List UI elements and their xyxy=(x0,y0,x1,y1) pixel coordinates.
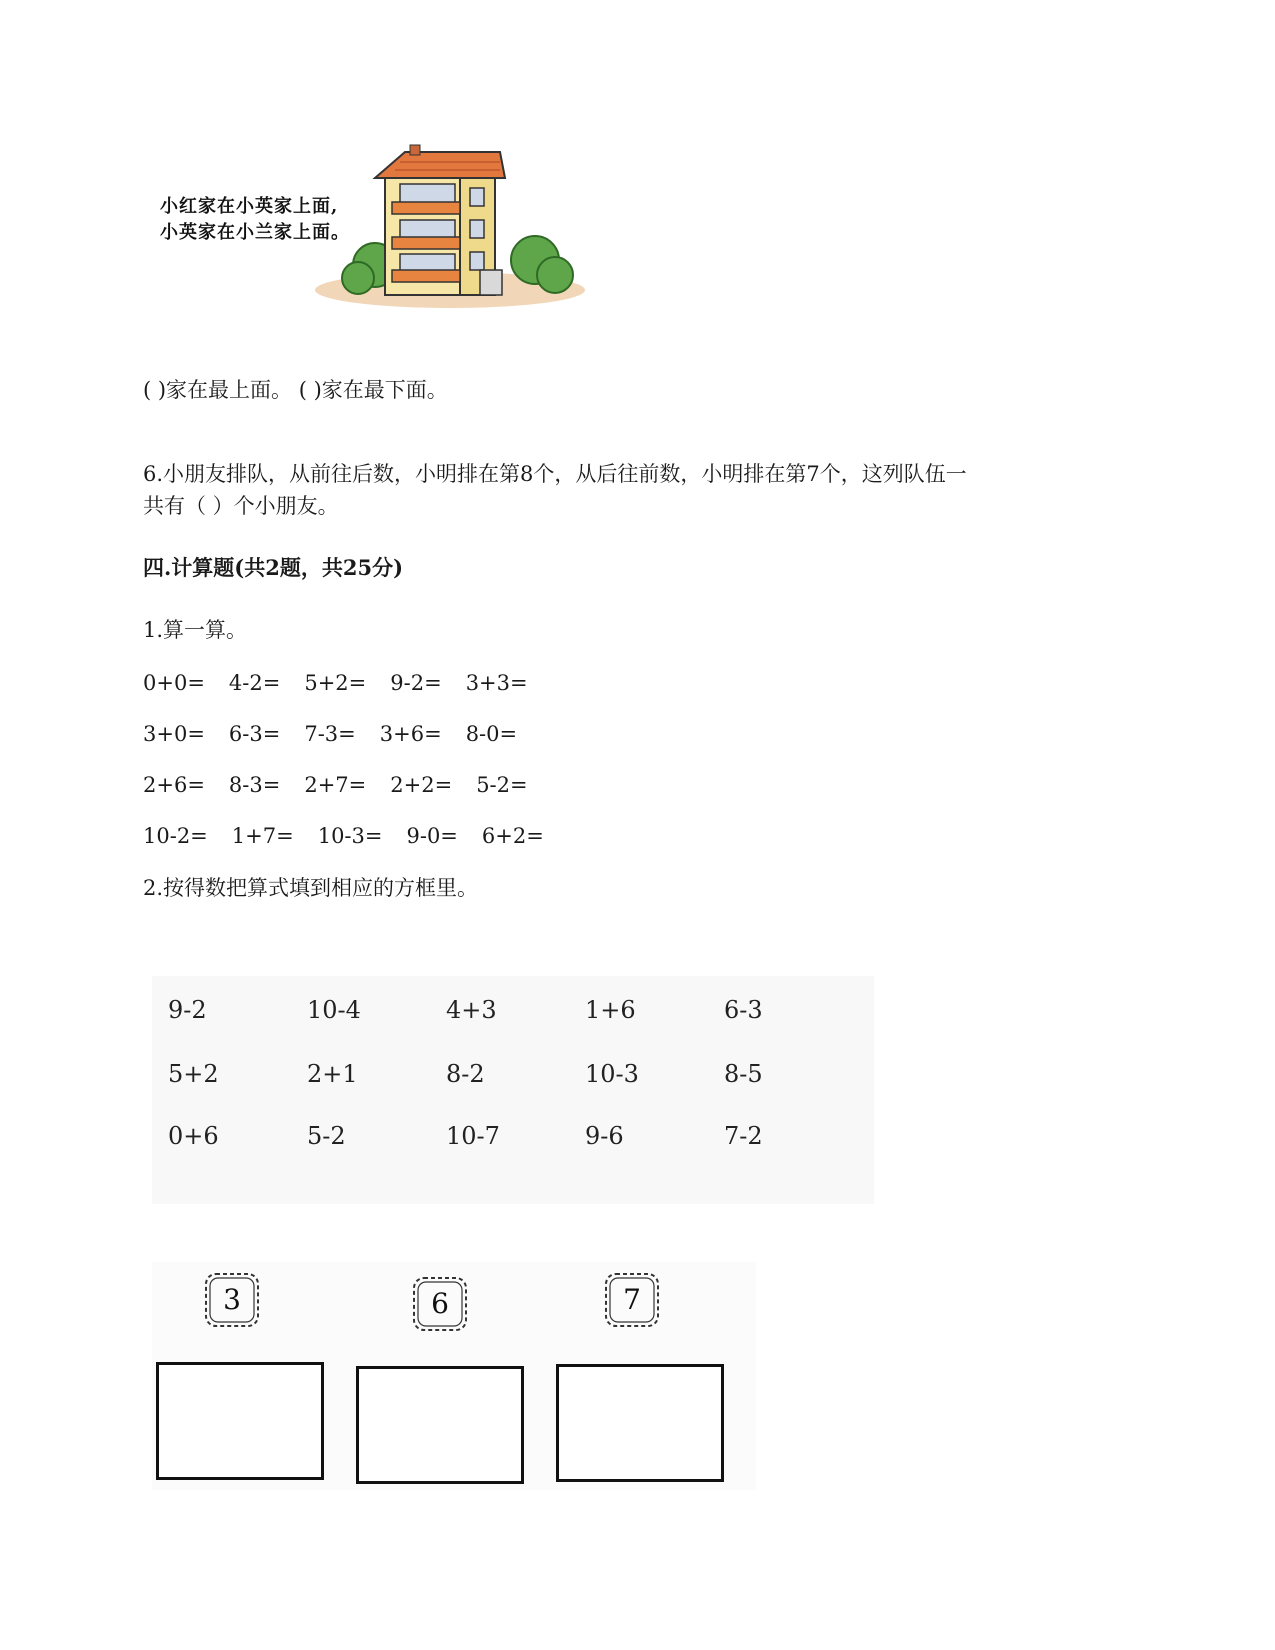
q6-line-2: 共有（ ）个小朋友。 xyxy=(143,494,339,518)
target-number: 7 xyxy=(623,1283,641,1316)
expression: 1+6 xyxy=(585,996,636,1024)
equation: 9-0= xyxy=(406,824,458,848)
equation: 8-0= xyxy=(465,722,518,746)
expression: 5+2 xyxy=(168,1060,219,1088)
equation-row xyxy=(143,769,552,801)
equation: 8-3= xyxy=(228,773,281,797)
equation: 10-3= xyxy=(317,824,383,848)
expression: 2+1 xyxy=(307,1060,358,1088)
equation: 9-2= xyxy=(390,671,442,695)
equation: 2+2= xyxy=(390,773,453,797)
expression: 10-3 xyxy=(585,1060,639,1088)
q6-line-1: 6.小朋友排队，从前往后数，小明排在第8个，从后往前数，小明排在第7个，这列队伍一 xyxy=(143,462,967,486)
equation-row xyxy=(143,718,541,750)
expression: 4+3 xyxy=(446,996,497,1024)
calc2-title: 2.按得数把算式填到相应的方框里。 xyxy=(143,876,479,900)
expression: 0+6 xyxy=(168,1122,219,1150)
answer-box-3[interactable] xyxy=(156,1362,324,1480)
equation: 3+6= xyxy=(379,722,442,746)
equation: 2+7= xyxy=(304,773,367,797)
equation: 2+6= xyxy=(143,773,205,797)
expression: 9-2 xyxy=(168,996,207,1024)
expression: 6-3 xyxy=(724,996,763,1024)
equation: 4-2= xyxy=(228,671,281,695)
equation: 1+7= xyxy=(231,824,294,848)
expression: 10-7 xyxy=(446,1122,500,1150)
expression-panel xyxy=(152,976,874,1204)
equation: 3+0= xyxy=(143,722,205,746)
equation: 5-2= xyxy=(476,773,528,797)
equation-row xyxy=(143,667,552,699)
equation: 10-2= xyxy=(143,824,208,848)
target-number: 6 xyxy=(431,1287,449,1320)
equation: 6-3= xyxy=(228,722,281,746)
target-label-frame xyxy=(600,1268,664,1332)
caption-line-2: 小英家在小兰家上面。 xyxy=(160,222,350,243)
target-label-frame xyxy=(200,1268,264,1332)
equation: 0+0= xyxy=(143,671,205,695)
expression: 9-6 xyxy=(585,1122,624,1150)
equation: 7-3= xyxy=(304,722,356,746)
q5-answer-line: ( )家在最上面。 ( )家在最下面。 xyxy=(143,378,448,402)
target-label-frame xyxy=(408,1272,472,1336)
target-boxes-area xyxy=(152,1262,756,1490)
expression: 5-2 xyxy=(307,1122,346,1150)
expression: 10-4 xyxy=(307,996,361,1024)
expression: 7-2 xyxy=(724,1122,763,1150)
expression: 8-2 xyxy=(446,1060,485,1088)
answer-box-7[interactable] xyxy=(556,1364,724,1482)
building-illustration xyxy=(160,140,610,330)
answer-box-6[interactable] xyxy=(356,1366,524,1484)
equation-row xyxy=(143,820,568,852)
equation: 5+2= xyxy=(304,671,367,695)
calc1-title: 1.算一算。 xyxy=(143,618,248,642)
caption-line-1: 小红家在小英家上面, xyxy=(160,196,339,217)
target-number: 3 xyxy=(223,1283,241,1316)
equation: 6+2= xyxy=(481,824,544,848)
expression: 8-5 xyxy=(724,1060,763,1088)
equation: 3+3= xyxy=(465,671,528,695)
section-heading: 四.计算题(共2题，共25分) xyxy=(143,555,404,580)
